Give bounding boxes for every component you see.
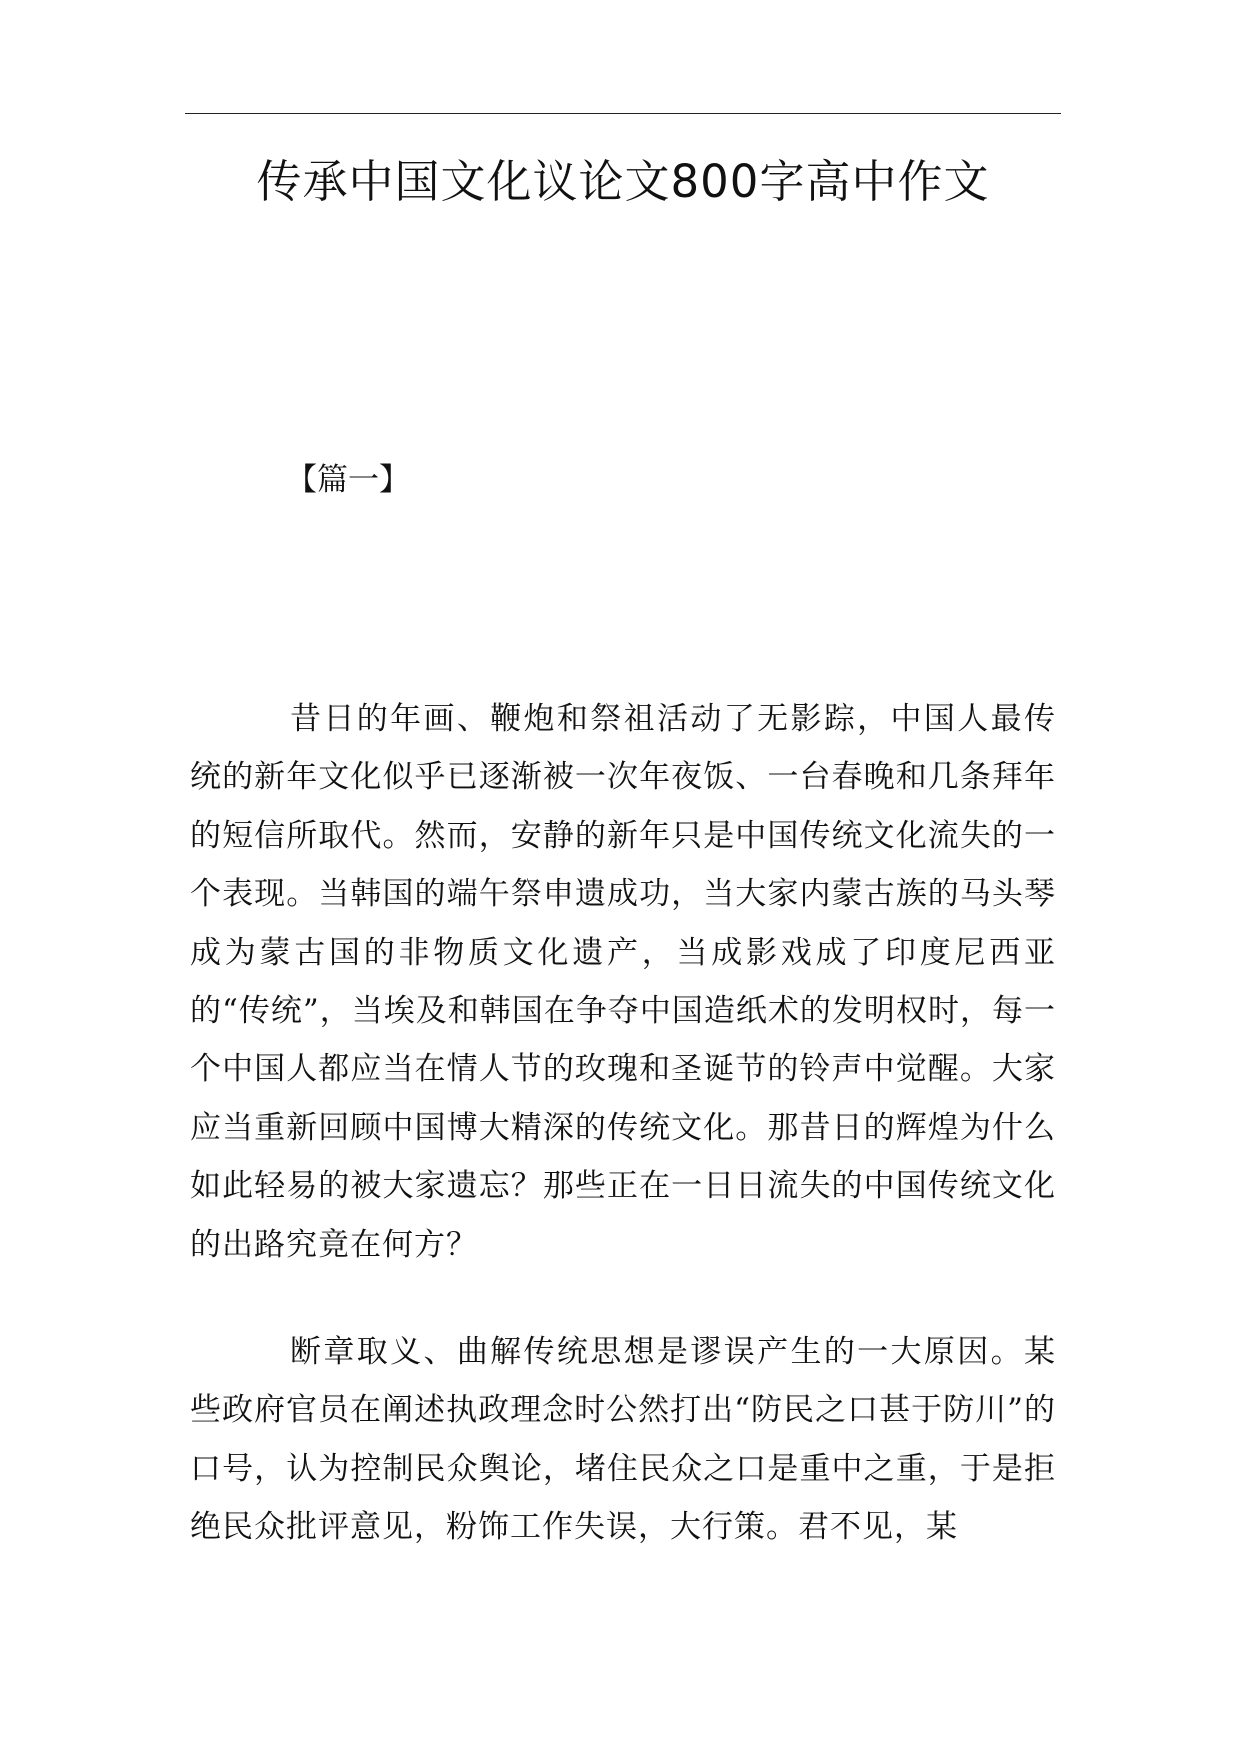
header-rule (185, 113, 1061, 114)
paragraph-1: 昔日的年画、鞭炮和祭祖活动了无影踪，中国人最传统的新年文化似乎已逐渐被一次年夜饭、一台春晚和几条拜年的短信所取代。然而，安静的新年只是中国传统文化流失的一个表现。当韩国的端午祭申遗成功，当大家内蒙古族的马头琴成为蒙古国的非物质文化遗产，当成影戏成了印度尼西亚的“传统”，当埃及和韩国在争夺中国造纸术的发明权时，每一个中国人都应当在情人节的玫瑰和圣诞节的铃声中觉醒。大家应当重新回顾中国博大精深的传统文化。那昔日的辉煌为什么如此轻易的被大家遗忘？那些正在一日日流失的中国传统文化的出路究竟在何方？ (190, 701, 1056, 1263)
paragraph-2: 断章取义、曲解传统思想是谬误产生的一大原因。某些政府官员在阐述执政理念时公然打出“防民之口甚于防川”的口号，认为控制民众舆论，堵住民众之口是重中之重，于是拒绝民众批评意见，粉饰工作失误，大行策。君不见，某 (190, 1334, 1056, 1546)
document-title: 传承中国文化议论文800字高中作文 (256, 155, 990, 208)
section-marker: 【篇一】 (286, 462, 410, 498)
